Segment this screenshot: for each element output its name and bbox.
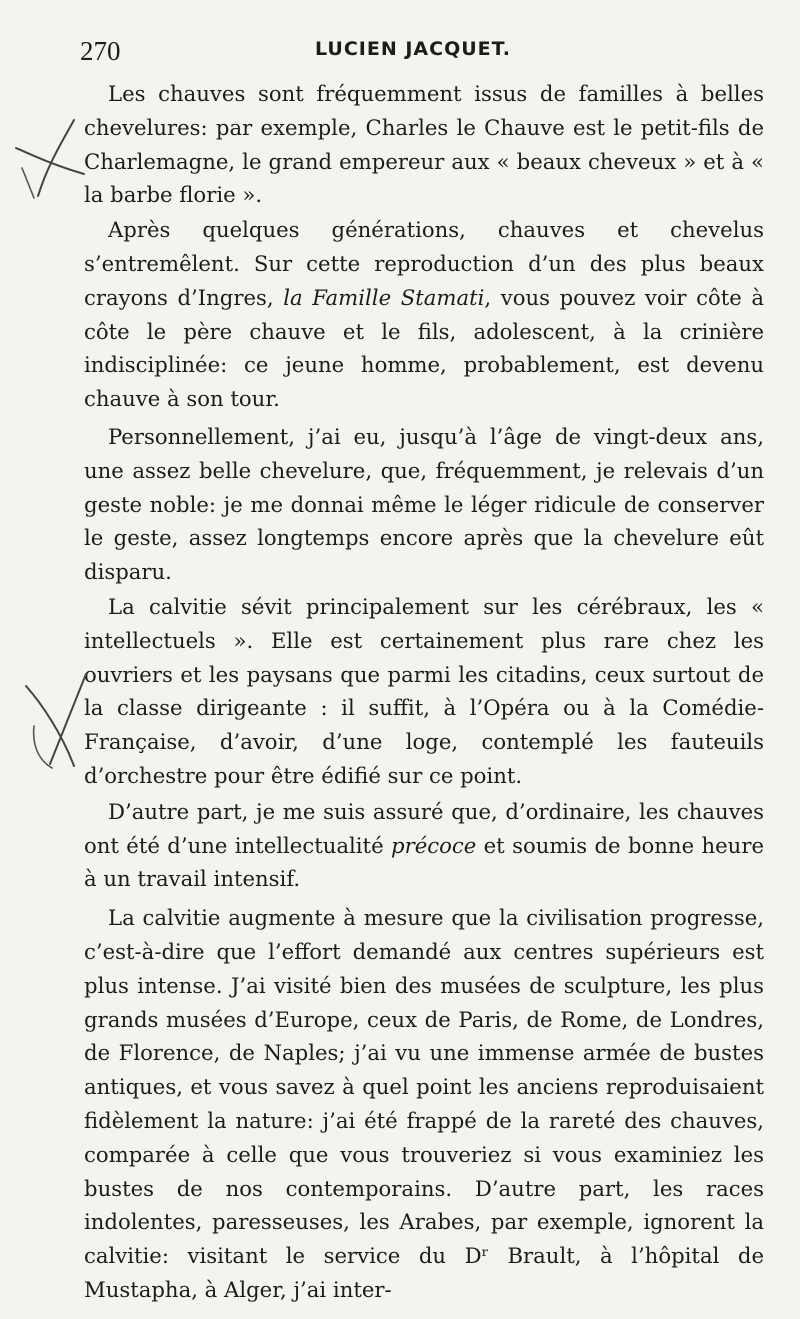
pencil-mark-1 <box>12 112 92 202</box>
paragraph-4-text: La calvitie sévit principalement sur les cérébraux, les « intellectuels ». Elle est certainement plus rare chez les ouvriers et les paysans que parmi les citadins, ceux surtout de la classe dirigeante : il suffit, à l’Opéra ou à la Comédie-Française, d’avoir, d’une loge, contemplé les fauteuils d’orchestre pour être édifié sur ce point. <box>84 593 764 788</box>
emphasis-precoce: précoce <box>391 832 477 858</box>
body-text <box>84 77 764 1307</box>
pencil-cross-mark-icon <box>12 112 92 202</box>
paragraph-1 <box>84 77 764 212</box>
artwork-title: la Famille Stamati <box>283 284 485 310</box>
paragraph-5-text-before: D’autre part, je me suis assuré que, d’ordinaire, les chauves ont été d’une intellectualité <box>84 798 764 858</box>
paragraph-5-text-after: et soumis de bonne heure à un travail intensif. <box>84 832 764 892</box>
paragraph-2-text-after: , vous pouvez voir côte à côte le père chauve et le fils, adolescent, à la crinière indisciplinée: ce jeune homme, probablement, est devenu chauve à son tour. <box>84 284 764 412</box>
paragraph-6 <box>84 901 764 1307</box>
paragraph-3-text: Personnellement, j’ai eu, jusqu’à l’âge de vingt-deux ans, une assez belle chevelure, que, fréquemment, je relevais d’un geste noble: je me donnai même le léger ridicule de conserver le geste, assez longtemps encore après que la chevelure eût disparu. <box>84 423 764 585</box>
page-number: 270 <box>80 36 121 66</box>
paragraph-5 <box>84 795 764 896</box>
paragraph-2 <box>84 213 764 416</box>
paragraph-2-text-before: Après quelques générations, chauves et chevelus s’entremêlent. Sur cette reproduction d’un des plus beaux crayons d’Ingres, <box>84 217 764 310</box>
paragraph-3 <box>84 420 764 589</box>
running-title: LUCIEN JACQUET. <box>315 38 511 60</box>
paragraph-6-text: La calvitie augmente à mesure que la civilisation progresse, c’est-à-dire que l’effort demandé aux centres supérieurs est plus intense. J’ai visité bien des musées de sculpture, les plus grands musées d’Europe, ceux de Paris, de Rome, de Londres, de Florence, de Naples; j’ai vu une immense armée de bustes antiques, et vous savez à quel point les anciens reproduisaient fidèlement la nature: j’ai été frappé de la rareté des chauves, comparée à celle que vous trouveriez si vous examiniez les bustes de nos contemporains. D’autre part, les races indolentes, paresseuses, les Arabes, par exemple, ignorent la calvitie: visitant le service du Dʳ Brault, à l’hôpital de Mustapha, à Alger, j’ai inter- <box>84 905 764 1302</box>
paragraph-1-text: Les chauves sont fréquemment issus de familles à belles chevelures: par exemple, Charles le Chauve est le petit-fils de Charlemagne, le grand empereur aux « beaux cheveux » et à « la barbe florie ». <box>84 81 764 208</box>
page-header <box>80 32 760 68</box>
paragraph-4 <box>84 590 764 793</box>
